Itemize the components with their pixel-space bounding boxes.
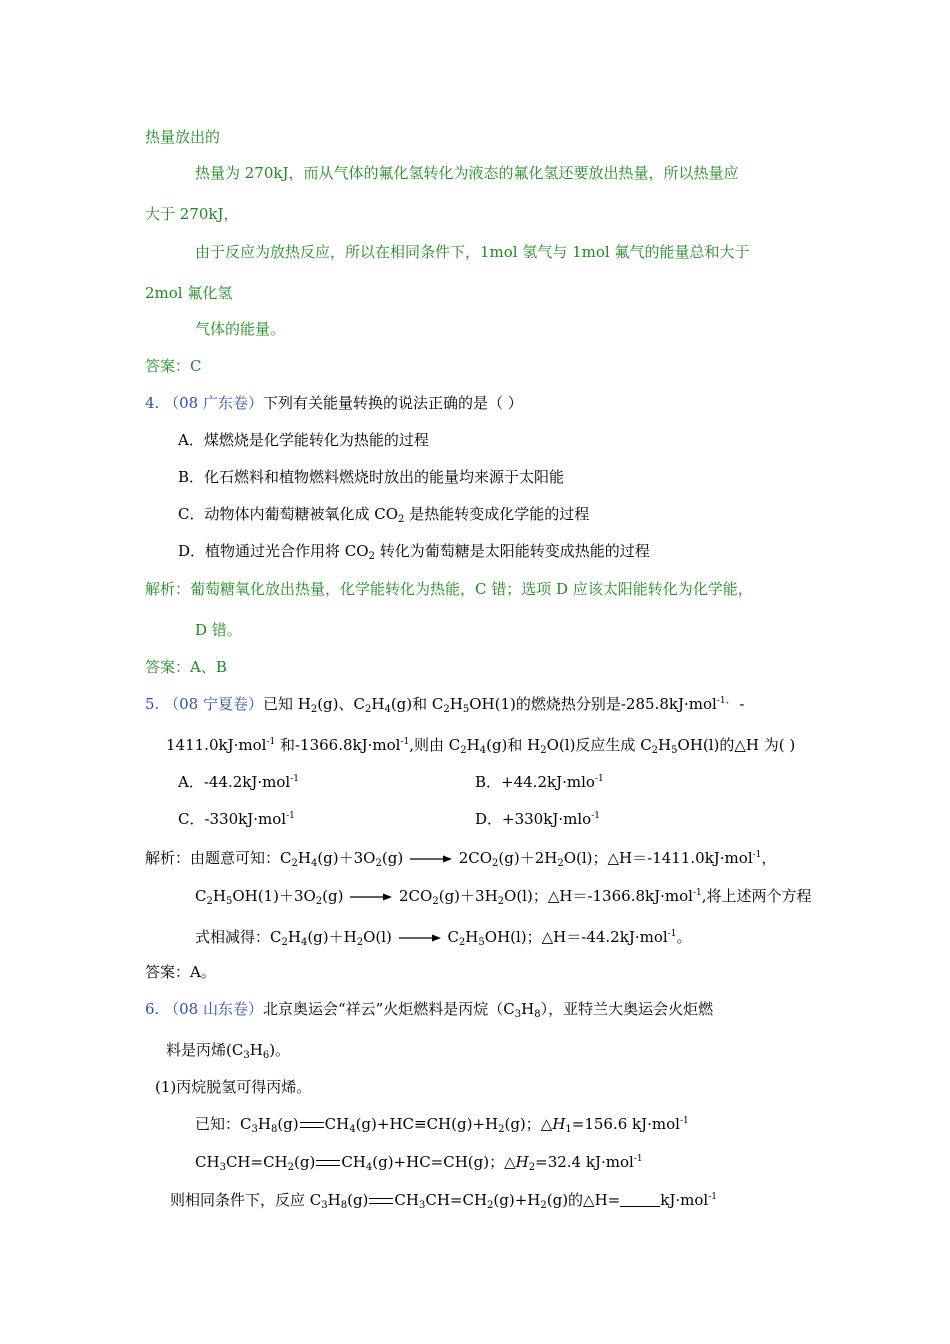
- question-number: 5.: [145, 695, 160, 713]
- analysis-line: $C_2H_5OH(1)+3O_2(g)$ $2CO_2(g)+3H_2O(l)$；△H＝-1366.8kJ·mol$^{-1}$,将上述两个方程: [195, 887, 812, 907]
- option-a: A．-44.2kJ·mol$^{-1}$: [178, 773, 300, 791]
- question-source: （08 宁夏卷）: [164, 695, 263, 713]
- equation-line: 已知：$C_3H_8(g)$ $CH_4(g)+HC\equiv CH(g)+H_2(g)$；$\triangle H_1=156.6$ kJ·mol$^{-1}$: [195, 1115, 689, 1135]
- question-6-stem: 6. （08 山东卷）北京奥运会“祥云”火炬燃料是丙烷$(C_3H_8)$，亚特兰大奥运会火炬燃: [145, 1000, 714, 1020]
- equation-line: $CH_3CH=CH_2(g)$ $CH_4(g)+HC=CH(g)$；$\triangle H_2=32.4$ kJ·mol$^{-1}$: [195, 1153, 643, 1173]
- answer-line: 答案：C: [145, 357, 202, 375]
- equation-line: 则相同条件下，反应 $C_3H_8(g)$ $CH_3CH=CH_2(g)+H_2(g)$的△H= kJ·mol$^{-1}$: [170, 1191, 717, 1211]
- option-b: B．+44.2kJ·mlo$^{-1}$: [475, 773, 604, 791]
- analysis-line: D 错。: [195, 621, 242, 639]
- analysis-line: 热量为 270kJ，而从气体的氟化氢转化为液态的氟化氢还要放出热量，所以热量应: [195, 164, 739, 182]
- option-c: C．-330kJ·mol$^{-1}$: [178, 810, 295, 828]
- analysis-line: 式相减得：$C_2H_4(g)+H_2O(l)$ $C_2H_5OH(l)$；△H＝-44.2kJ·mol$^{-1}$。: [195, 928, 692, 948]
- analysis-line: 热量放出的: [145, 128, 221, 146]
- answer-line: 答案：A。: [145, 963, 216, 981]
- question-number: 4.: [145, 394, 160, 412]
- analysis-line: 气体的能量。: [195, 320, 286, 338]
- question-5-stem: 5. （08 宁夏卷）已知 $H_2(g)$、$C_2H_4(g)$和 $C_2H_5OH(1)$的燃烧热分别是-285.8kJ·mol$^{-1、}$ -: [145, 695, 745, 715]
- question-source: （08 广东卷）: [164, 394, 263, 412]
- analysis-line: 大于 270kJ，: [145, 205, 239, 223]
- option-b: B．化石燃料和植物燃料燃烧时放出的能量均来源于太阳能: [178, 468, 565, 486]
- sub-question-1: (1)丙烷脱氢可得丙烯。: [155, 1078, 312, 1096]
- answer-line: 答案：A、B: [145, 658, 227, 676]
- option-d: D．+330kJ·mlo$^{-1}$: [475, 810, 600, 828]
- equals-sign-icon: [369, 1198, 393, 1204]
- analysis-line: 解析：葡萄糖氧化放出热量，化学能转化为热能，C 错；选项 D 应该太阳能转化为化学能，: [145, 580, 753, 598]
- answer-blank[interactable]: [620, 1192, 660, 1207]
- question-6-stem-cont: 料是丙烯$(C_3H_6)$。: [166, 1041, 291, 1061]
- reaction-arrow-icon: [399, 933, 441, 943]
- analysis-line: 解析：由题意可知：$C_2H_4(g)+3O_2(g)$ $2CO_2(g)+2H_2O(l)$；△H＝-1411.0kJ·mol$^{-1}$，: [145, 849, 777, 869]
- option-c: C．动物体内葡萄糖被氧化成 $CO_2$ 是热能转变成化学能的过程: [178, 505, 590, 525]
- question-source: （08 山东卷）: [164, 1000, 263, 1018]
- question-4-stem: [145, 394, 523, 412]
- option-a: A．煤燃烧是化学能转化为热能的过程: [178, 431, 429, 449]
- equals-sign-icon: [316, 1160, 340, 1166]
- analysis-line: 由于反应为放热反应，所以在相同条件下，1mol 氢气与 1mol 氟气的能量总和大于: [195, 243, 750, 261]
- analysis-line: 2mol 氟化氢: [145, 284, 233, 302]
- reaction-arrow-icon: [410, 854, 452, 864]
- equals-sign-icon: [300, 1122, 324, 1128]
- option-d: D．植物通过光合作用将 $CO_2$ 转化为葡萄糖是太阳能转变成热能的过程: [178, 542, 650, 562]
- question-text: 下列有关能量转换的说法正确的是（ ）: [262, 394, 523, 412]
- reaction-arrow-icon: [350, 892, 392, 902]
- question-5-stem-cont: 1411.0kJ·mol$^{-1}$ 和-1366.8kJ·mol$^{-1}$,则由 $C_2H_4(g)$和 $H_2O(l)$反应生成 $C_2H_5OH(l)$的△H 为( ): [166, 736, 796, 756]
- question-number: 6.: [145, 1000, 160, 1018]
